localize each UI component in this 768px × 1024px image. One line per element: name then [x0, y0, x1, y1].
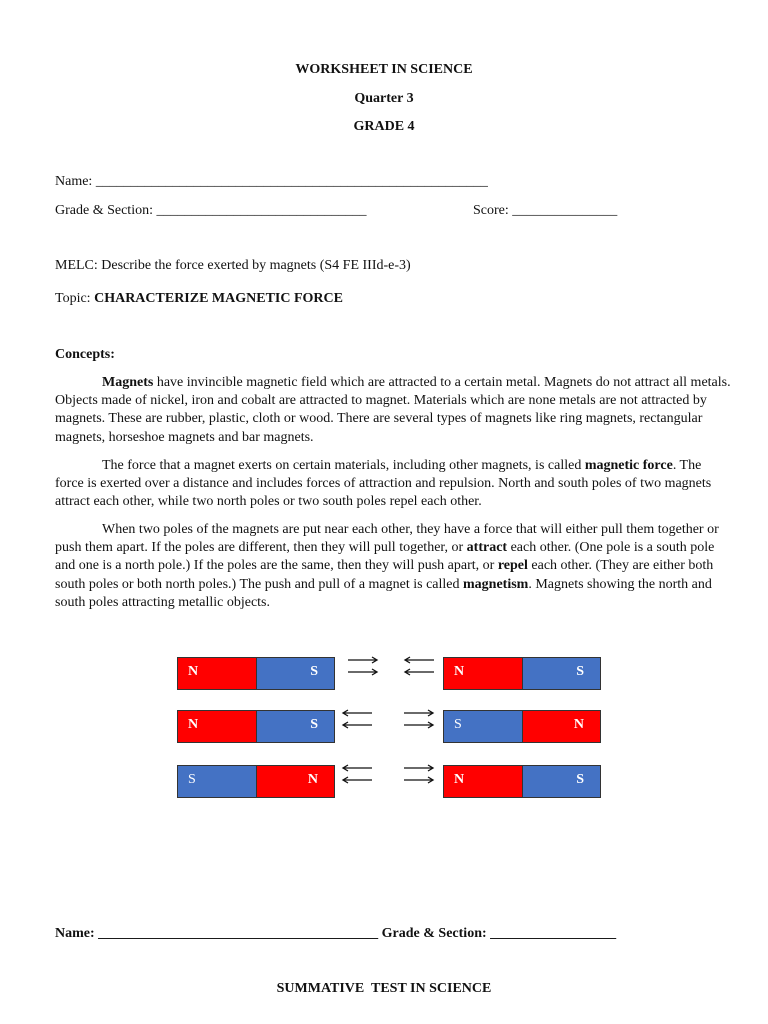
concepts-paragraph-2: [55, 457, 731, 512]
pole-south: [522, 658, 600, 689]
footer-grade-section-blank[interactable]: __________________: [490, 926, 617, 941]
magnet-row3-right: [443, 765, 601, 798]
repel-term: repel: [497, 558, 528, 574]
grade-section-field[interactable]: [55, 203, 366, 219]
pole-south: [444, 711, 522, 742]
pole-label: N: [573, 717, 584, 732]
pole-label: N: [188, 717, 199, 732]
magnet-row2-left: [177, 710, 335, 743]
grade-section-blank[interactable]: ______________________________: [156, 203, 367, 218]
pole-north: [444, 658, 522, 689]
footer-grade-section-label: Grade & Section:: [381, 926, 487, 941]
topic-value: CHARACTERIZE MAGNETIC FORCE: [94, 291, 343, 306]
paragraph-2-text-b: . The force is exerted over a distance and includes forces of attraction and repulsion. North and south poles of two magnets attract each other, while two north poles or two south poles repel each other.: [55, 458, 712, 510]
score-label: Score:: [473, 203, 509, 218]
paragraph-2-text-a: The force that a magnet exerts on certain materials, including other magnets, is called: [102, 458, 585, 473]
arrows-left-icon: [338, 764, 374, 784]
arrows-right-icon: [402, 764, 438, 784]
pole-label: S: [310, 717, 318, 732]
paragraph-3-text-b: each other. (One pole is a south pole and one is a north pole.) If the poles are the same, then they will push apart, or: [55, 540, 715, 574]
magnetic-force-term: magnetic force: [584, 458, 673, 473]
pole-south: [522, 766, 600, 797]
footer-name-field[interactable]: [55, 926, 616, 942]
score-blank[interactable]: _______________: [512, 203, 618, 218]
pole-label: N: [307, 772, 318, 787]
pole-south: [256, 711, 334, 742]
pole-north: [178, 711, 256, 742]
pole-north: [256, 766, 334, 797]
pole-label: S: [454, 717, 462, 732]
pole-label: N: [188, 664, 199, 679]
pole-south: [256, 658, 334, 689]
score-field[interactable]: [473, 203, 617, 219]
arrows-right-icon: [402, 709, 438, 729]
summative-test-title: SUMMATIVE TEST IN SCIENCE: [276, 981, 492, 996]
pole-north: [178, 658, 256, 689]
pole-label: S: [576, 772, 584, 787]
pole-label: S: [188, 772, 196, 787]
magnets-term: Magnets: [102, 375, 154, 390]
pole-north: [444, 766, 522, 797]
paragraph-3-text-d: . Magnets showing the north and south poles attracting metallic objects.: [55, 576, 712, 610]
name-label: Name:: [55, 174, 93, 189]
concepts-heading: Concepts:: [55, 347, 115, 362]
pole-label: N: [454, 664, 465, 679]
worksheet-title: WORKSHEET IN SCIENCE: [295, 62, 473, 77]
magnet-row2-right: [443, 710, 601, 743]
melc-text: MELC: Describe the force exerted by magnets (S4 FE IIId-e-3): [55, 258, 411, 273]
concepts-paragraph-3: [55, 521, 731, 612]
pole-label: S: [576, 664, 584, 679]
paragraph-1-text: have invincible magnetic field which are attracted to a certain metal. Magnets do not attract all metals. Objects made of nickel, iron and cobalt are attracted to magnet. Materials which are none metals are not attracted by magnets. These are rubber, plastic, cloth or wood. There are several types of magnets like ring magnets, rectangular magnets, horseshoe magnets and bar magnets.: [55, 375, 731, 445]
paragraph-3-text-c: each other. (They are either both south poles or both north poles.) The push and pull of a magnet is called: [55, 558, 714, 592]
concepts-paragraph-1: [55, 374, 731, 447]
magnet-row1-right: [443, 657, 601, 690]
attract-term: attract: [466, 540, 508, 556]
pole-label: S: [310, 664, 318, 679]
paragraph-3-text-a: When two poles of the magnets are put near each other, they have a force that will either pull them together or push them apart. If the poles are different, then they will pull together, or: [55, 522, 719, 556]
name-blank[interactable]: ________________________________________________________: [95, 174, 488, 189]
pole-north: [522, 711, 600, 742]
footer-name-blank[interactable]: ________________________________________: [98, 926, 379, 941]
magnetism-term: magnetism: [463, 576, 529, 592]
arrows-left-icon: [338, 709, 374, 729]
pole-south: [178, 766, 256, 797]
magnet-row1-left: [177, 657, 335, 690]
grade-section-label: Grade & Section:: [55, 203, 153, 218]
arrows-left-icon: [400, 656, 436, 676]
name-field[interactable]: [55, 174, 488, 190]
magnet-row3-left: [177, 765, 335, 798]
arrows-right-icon: [346, 656, 382, 676]
grade-label: GRADE 4: [353, 119, 415, 134]
topic-label: Topic:: [55, 291, 91, 306]
quarter-label: Quarter 3: [354, 91, 414, 106]
topic-line: [55, 291, 343, 307]
pole-label: N: [454, 772, 465, 787]
footer-name-label: Name:: [55, 926, 95, 941]
